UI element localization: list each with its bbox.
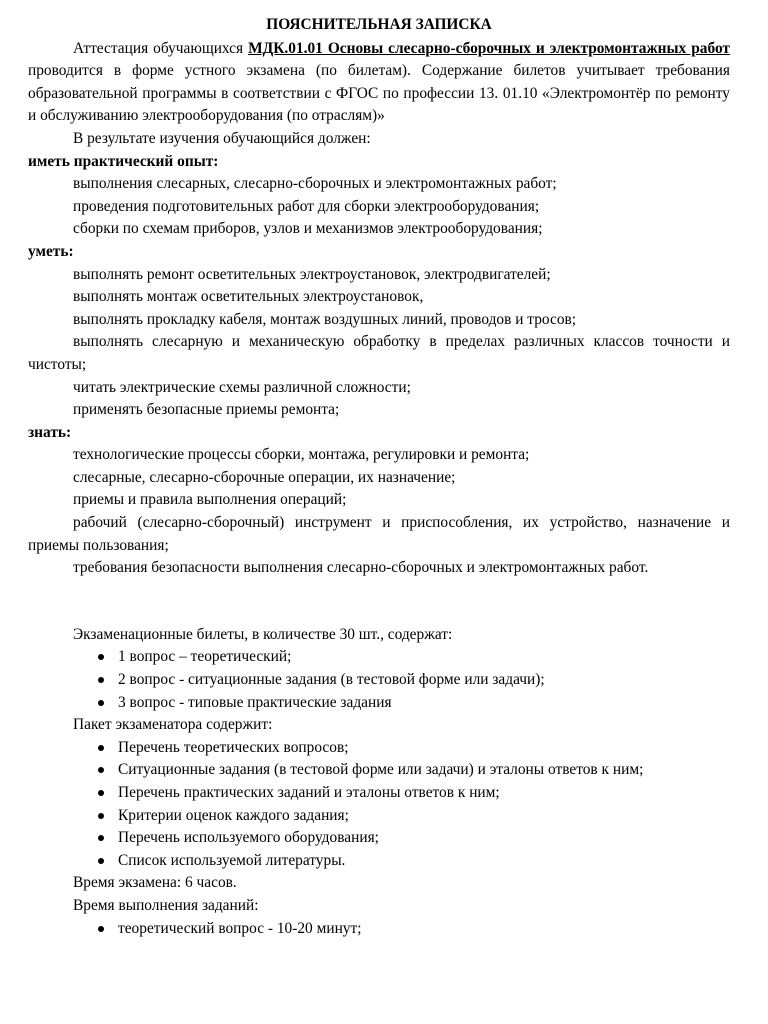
list-item: выполнять слесарную и механическую обработку в пределах различных классов точности и чистоты; [28,333,730,373]
list-item: применять безопасные приемы ремонта; [73,401,340,419]
document-title: ПОЯСНИТЕЛЬНАЯ ЗАПИСКА [266,16,492,33]
package-list [28,737,730,873]
list-item: выполнять прокладку кабеля, монтаж воздушных линий, проводов и тросов; [73,310,577,328]
bullet-item: теоретический вопрос - 10-20 минут; [28,918,730,941]
task-time-list [28,918,730,941]
bullet-icon [98,745,104,751]
list-item: требования безопасности выполнения слесарно-сборочных и электромонтажных работ. [73,559,649,577]
bullet-icon [98,767,104,773]
exam-time: Время экзамена: 6 часов. [73,874,237,892]
package-intro: Пакет экзаменатора содержит: [73,716,273,734]
list-item: выполнения слесарных, слесарно-сборочных и электромонтажных работ; [73,175,557,193]
intro-text-pre: Аттестация обучающихся [73,39,249,57]
section-heading-skills: уметь: [28,242,74,260]
tickets-list [28,646,730,714]
list-item: рабочий (слесарно-сборочный) инструмент и приспособления, их устройство, назначение и приемы пользования; [28,514,730,554]
document-page [28,14,730,940]
list-item: технологические процессы сборки, монтажа, регулировки и ремонта; [73,446,530,464]
bullet-item: Перечень теоретических вопросов; [28,737,730,760]
blank-line [28,602,730,624]
intro-text-post: проводится в форме устного экзамена (по билетам). Содержание билетов учитывает требования образовательной программы в соответствии с ФГОС по профессии 13. 01.10 «Электромонтёр по ремонту и обслуживанию электрооборудования (по отраслям)» [28,62,730,125]
list-item: сборки по схемам приборов, узлов и механизмов электрооборудования; [73,220,543,238]
bullet-item: Критерии оценок каждого задания; [28,805,730,828]
list-item: выполнять монтаж осветительных электроустановок, [73,288,424,306]
tickets-intro: Экзаменационные билеты, в количестве 30 шт., содержат: [73,625,453,643]
list-item: приемы и правила выполнения операций; [73,491,347,509]
bullet-item: Перечень практических заданий и эталоны ответов к ним; [28,782,730,805]
list-item: слесарные, слесарно-сборочные операции, их назначение; [73,468,456,486]
list-item: проведения подготовительных работ для сборки электрооборудования; [73,197,540,215]
bullet-item: Список используемой литературы. [28,850,730,873]
bullet-item: 3 вопрос - типовые практические задания [28,692,730,715]
bullet-item: 1 вопрос – теоретический; [28,646,730,669]
bullet-icon [98,700,104,706]
blank-line [28,580,730,602]
bullet-item: 2 вопрос - ситуационные задания (в тестовой форме или задачи); [28,669,730,692]
bullet-icon [98,813,104,819]
bullet-icon [98,835,104,841]
course-name: МДК.01.01 Основы слесарно-сборочных и электромонтажных работ [248,39,730,57]
section-heading-experience: иметь практический опыт: [28,152,219,170]
section-heading-knowledge: знать: [28,423,72,441]
list-item: читать электрические схемы различной сложности; [73,378,411,396]
bullet-item: Ситуационные задания (в тестовой форме или задачи) и эталоны ответов к ним; [28,759,730,782]
intro-paragraph [28,38,730,128]
bullet-item: Перечень используемого оборудования; [28,827,730,850]
list-item: выполнять ремонт осветительных электроустановок, электродвигателей; [73,265,551,283]
bullet-icon [98,858,104,864]
bullet-icon [98,926,104,932]
bullet-icon [98,654,104,660]
bullet-icon [98,790,104,796]
result-line: В результате изучения обучающийся должен: [73,129,371,147]
bullet-icon [98,677,104,683]
task-time-intro: Время выполнения заданий: [73,896,259,914]
